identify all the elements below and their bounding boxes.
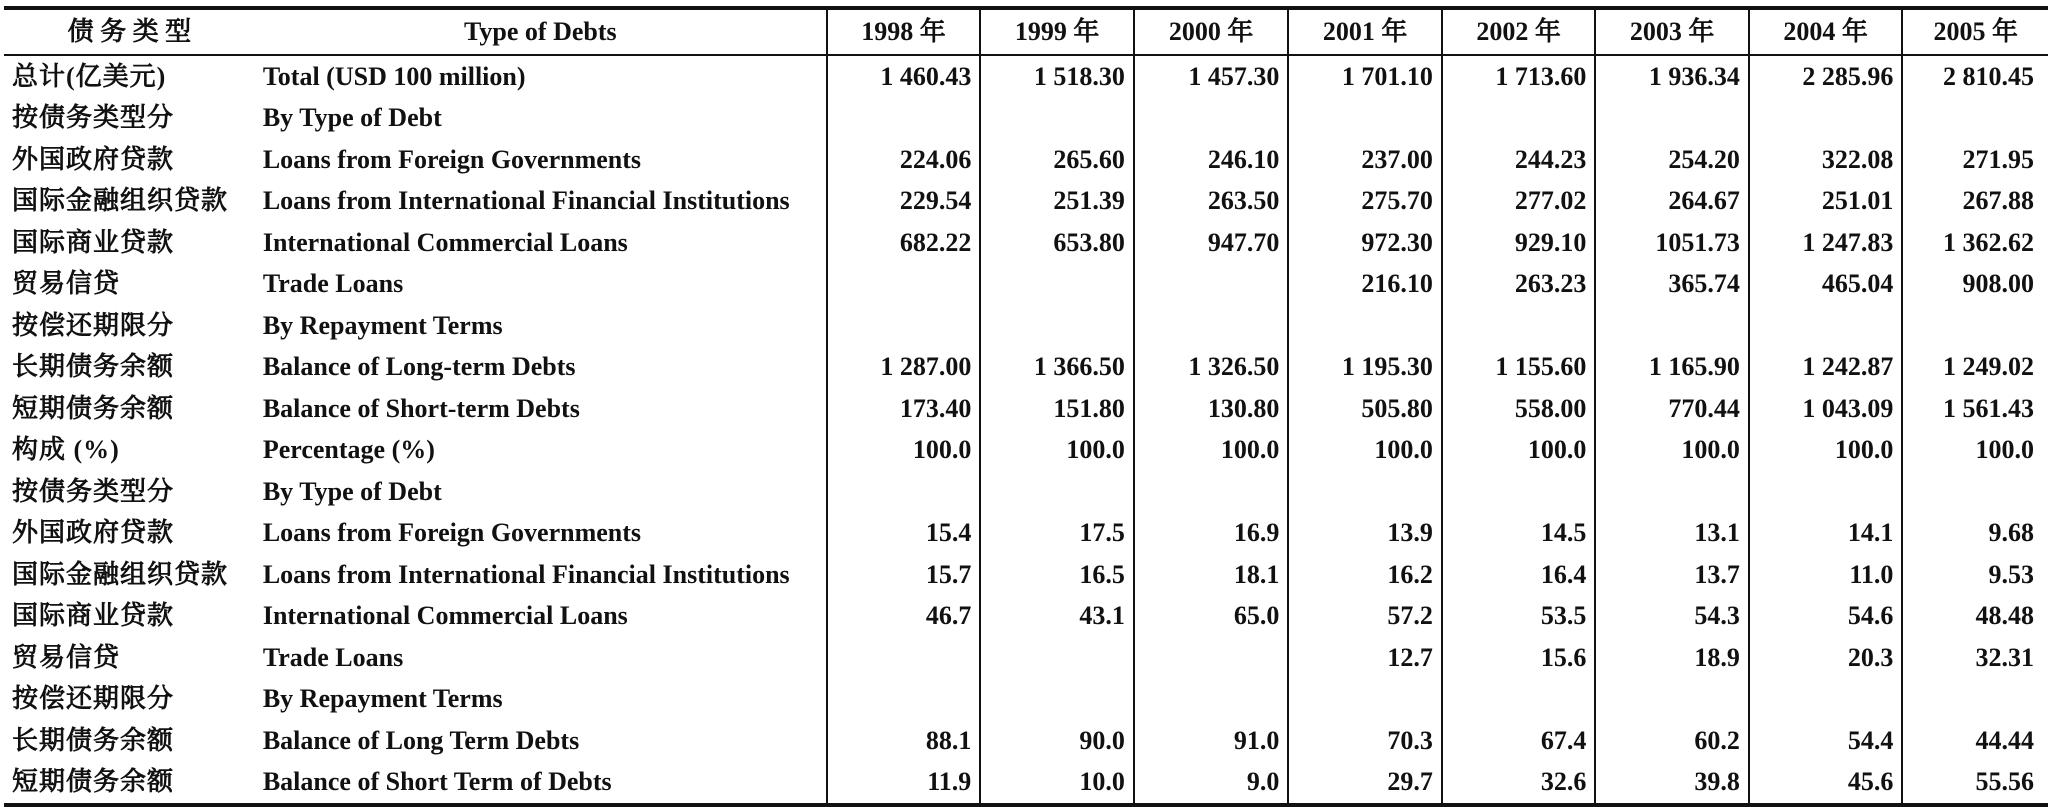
value-cell: 1 326.50 <box>1134 347 1289 389</box>
value-cell: 9.68 <box>1902 513 2048 555</box>
value-cell: 1 247.83 <box>1749 222 1903 264</box>
row-label-en: By Repayment Terms <box>262 684 503 714</box>
value-cell: 100.0 <box>827 430 981 472</box>
value-cell: 20.3 <box>1749 637 1903 679</box>
value-cell: 265.60 <box>980 139 1134 181</box>
value-cell: 39.8 <box>1595 762 1749 806</box>
value-cell: 770.44 <box>1595 388 1749 430</box>
value-cell: 1 701.10 <box>1288 55 1442 98</box>
value-cell: 237.00 <box>1288 139 1442 181</box>
value-cell <box>827 264 981 306</box>
value-cell <box>1595 471 1749 513</box>
value-cell: 1 165.90 <box>1595 347 1749 389</box>
value-cell: 246.10 <box>1134 139 1289 181</box>
value-cell: 264.67 <box>1595 181 1749 223</box>
header-year: 2000 年 <box>1134 8 1289 55</box>
value-cell: 254.20 <box>1595 139 1749 181</box>
row-label-cn: 国际商业贷款 <box>12 601 175 631</box>
value-cell <box>980 264 1134 306</box>
value-cell: 55.56 <box>1902 762 2048 806</box>
value-cell: 32.31 <box>1902 637 2048 679</box>
value-cell <box>1749 98 1903 140</box>
value-cell <box>1749 471 1903 513</box>
value-cell: 558.00 <box>1442 388 1596 430</box>
value-cell <box>1134 98 1289 140</box>
value-cell: 1 713.60 <box>1442 55 1596 98</box>
value-cell: 57.2 <box>1288 596 1442 638</box>
value-cell: 505.80 <box>1288 388 1442 430</box>
row-label-en: Percentage (%) <box>262 435 435 465</box>
value-cell: 100.0 <box>1288 430 1442 472</box>
value-cell: 1 195.30 <box>1288 347 1442 389</box>
row-label-en: Balance of Long-term Debts <box>262 352 576 382</box>
header-row <box>4 8 2048 55</box>
table-row <box>4 554 2048 596</box>
value-cell: 947.70 <box>1134 222 1289 264</box>
value-cell: 1 155.60 <box>1442 347 1596 389</box>
value-cell <box>1902 98 2048 140</box>
value-cell: 100.0 <box>980 430 1134 472</box>
value-cell: 48.48 <box>1902 596 2048 638</box>
value-cell <box>1134 679 1289 721</box>
table-row <box>4 181 2048 223</box>
header-year: 2004 年 <box>1749 8 1903 55</box>
value-cell: 9.0 <box>1134 762 1289 806</box>
value-cell: 18.1 <box>1134 554 1289 596</box>
value-cell: 1 362.62 <box>1902 222 2048 264</box>
table-row <box>4 305 2048 347</box>
value-cell <box>1902 471 2048 513</box>
value-cell: 90.0 <box>980 720 1134 762</box>
value-cell: 1 561.43 <box>1902 388 2048 430</box>
header-year: 2005 年 <box>1902 8 2048 55</box>
value-cell: 1 366.50 <box>980 347 1134 389</box>
value-cell: 16.5 <box>980 554 1134 596</box>
value-cell: 216.10 <box>1288 264 1442 306</box>
value-cell: 271.95 <box>1902 139 2048 181</box>
value-cell <box>980 679 1134 721</box>
header-year: 1998 年 <box>827 8 981 55</box>
row-label-cn: 按债务类型分 <box>12 103 175 133</box>
row-label-en: By Repayment Terms <box>262 310 503 340</box>
value-cell: 15.6 <box>1442 637 1596 679</box>
table-row <box>4 430 2048 472</box>
value-cell <box>827 305 981 347</box>
value-cell: 54.3 <box>1595 596 1749 638</box>
row-label-en: Total (USD 100 million) <box>262 61 526 91</box>
header-year: 2002 年 <box>1442 8 1596 55</box>
value-cell: 91.0 <box>1134 720 1289 762</box>
header-year: 2003 年 <box>1595 8 1749 55</box>
value-cell: 17.5 <box>980 513 1134 555</box>
value-cell: 60.2 <box>1595 720 1749 762</box>
table-body <box>4 55 2048 805</box>
value-cell: 929.10 <box>1442 222 1596 264</box>
value-cell: 65.0 <box>1134 596 1289 638</box>
value-cell: 1 249.02 <box>1902 347 2048 389</box>
value-cell <box>980 98 1134 140</box>
value-cell: 682.22 <box>827 222 981 264</box>
table-row <box>4 513 2048 555</box>
table-row <box>4 679 2048 721</box>
value-cell: 275.70 <box>1288 181 1442 223</box>
value-cell: 972.30 <box>1288 222 1442 264</box>
value-cell: 277.02 <box>1442 181 1596 223</box>
value-cell: 67.4 <box>1442 720 1596 762</box>
value-cell: 13.9 <box>1288 513 1442 555</box>
value-cell: 45.6 <box>1749 762 1903 806</box>
value-cell <box>1288 98 1442 140</box>
value-cell: 88.1 <box>827 720 981 762</box>
table-row <box>4 347 2048 389</box>
row-label-cn: 短期债务余额 <box>12 393 175 423</box>
row-label-en: Loans from International Financial Institutions <box>262 186 790 216</box>
row-label-en: Balance of Short-term Debts <box>262 393 580 423</box>
header-year: 1999 年 <box>980 8 1134 55</box>
value-cell: 16.4 <box>1442 554 1596 596</box>
value-cell <box>827 679 981 721</box>
debt-table <box>4 6 2048 807</box>
value-cell: 1 242.87 <box>1749 347 1903 389</box>
row-label-cn: 短期债务余额 <box>12 767 175 797</box>
value-cell <box>980 637 1134 679</box>
value-cell: 13.7 <box>1595 554 1749 596</box>
value-cell: 100.0 <box>1902 430 2048 472</box>
value-cell <box>1902 679 2048 721</box>
value-cell <box>1134 305 1289 347</box>
value-cell: 44.44 <box>1902 720 2048 762</box>
row-label-cn: 外国政府贷款 <box>12 144 175 174</box>
value-cell: 1051.73 <box>1595 222 1749 264</box>
value-cell <box>1595 305 1749 347</box>
value-cell <box>1749 305 1903 347</box>
value-cell: 100.0 <box>1595 430 1749 472</box>
table-row <box>4 264 2048 306</box>
value-cell: 1 287.00 <box>827 347 981 389</box>
table-row <box>4 139 2048 181</box>
row-label-cn: 按偿还期限分 <box>12 684 175 714</box>
value-cell <box>1595 679 1749 721</box>
value-cell: 54.4 <box>1749 720 1903 762</box>
row-label-cn: 长期债务余额 <box>12 725 175 755</box>
value-cell: 54.6 <box>1749 596 1903 638</box>
row-label-cn: 国际商业贷款 <box>12 227 175 257</box>
value-cell <box>1442 98 1596 140</box>
value-cell <box>1442 471 1596 513</box>
row-label-en: Balance of Short Term of Debts <box>262 767 612 797</box>
value-cell: 100.0 <box>1749 430 1903 472</box>
row-label-en: Trade Loans <box>262 642 404 672</box>
value-cell: 100.0 <box>1442 430 1596 472</box>
value-cell: 908.00 <box>1902 264 2048 306</box>
value-cell: 322.08 <box>1749 139 1903 181</box>
value-cell: 14.5 <box>1442 513 1596 555</box>
value-cell: 14.1 <box>1749 513 1903 555</box>
value-cell: 16.2 <box>1288 554 1442 596</box>
row-label-en: Loans from International Financial Institutions <box>262 559 790 589</box>
row-label-cn: 按偿还期限分 <box>12 310 175 340</box>
row-label-cn: 构成 (%) <box>12 435 120 465</box>
value-cell <box>1134 637 1289 679</box>
value-cell: 151.80 <box>980 388 1134 430</box>
value-cell: 18.9 <box>1595 637 1749 679</box>
table-row <box>4 98 2048 140</box>
value-cell: 12.7 <box>1288 637 1442 679</box>
value-cell: 224.06 <box>827 139 981 181</box>
value-cell: 1 936.34 <box>1595 55 1749 98</box>
value-cell: 267.88 <box>1902 181 2048 223</box>
table-row <box>4 596 2048 638</box>
value-cell: 46.7 <box>827 596 981 638</box>
row-label-en: By Type of Debt <box>262 476 442 506</box>
value-cell: 16.9 <box>1134 513 1289 555</box>
value-cell: 263.50 <box>1134 181 1289 223</box>
value-cell <box>1442 305 1596 347</box>
value-cell <box>980 305 1134 347</box>
value-cell: 15.7 <box>827 554 981 596</box>
value-cell: 11.9 <box>827 762 981 806</box>
value-cell: 2 810.45 <box>1902 55 2048 98</box>
value-cell <box>1134 471 1289 513</box>
table-row <box>4 55 2048 98</box>
value-cell: 1 460.43 <box>827 55 981 98</box>
row-label-en: International Commercial Loans <box>262 601 628 631</box>
value-cell: 173.40 <box>827 388 981 430</box>
value-cell <box>827 471 981 513</box>
row-label-en: Balance of Long Term Debts <box>262 725 580 755</box>
row-label-en: International Commercial Loans <box>262 227 628 257</box>
value-cell: 244.23 <box>1442 139 1596 181</box>
value-cell: 9.53 <box>1902 554 2048 596</box>
table-row <box>4 762 2048 806</box>
value-cell <box>1749 679 1903 721</box>
value-cell <box>1134 264 1289 306</box>
table-row <box>4 720 2048 762</box>
header-debt-type-en: Type of Debts <box>255 8 827 55</box>
value-cell: 1 518.30 <box>980 55 1134 98</box>
row-label-en: Trade Loans <box>262 269 404 299</box>
row-label-en: Loans from Foreign Governments <box>262 518 642 548</box>
row-label-en: By Type of Debt <box>262 103 442 133</box>
header-debt-type-cn: 债 务 类 型 <box>4 8 255 55</box>
value-cell: 365.74 <box>1595 264 1749 306</box>
value-cell: 1 457.30 <box>1134 55 1289 98</box>
value-cell <box>827 98 981 140</box>
value-cell: 10.0 <box>980 762 1134 806</box>
value-cell: 13.1 <box>1595 513 1749 555</box>
table-row <box>4 388 2048 430</box>
value-cell: 43.1 <box>980 596 1134 638</box>
value-cell <box>1595 98 1749 140</box>
value-cell: 100.0 <box>1134 430 1289 472</box>
row-label-cn: 外国政府贷款 <box>12 518 175 548</box>
row-label-cn: 总计(亿美元) <box>12 61 167 91</box>
row-label-en: Loans from Foreign Governments <box>262 144 642 174</box>
table-row <box>4 637 2048 679</box>
row-label-cn: 按债务类型分 <box>12 476 175 506</box>
row-label-cn: 长期债务余额 <box>12 352 175 382</box>
row-label-cn: 贸易信贷 <box>12 269 121 299</box>
value-cell: 251.39 <box>980 181 1134 223</box>
value-cell: 32.6 <box>1442 762 1596 806</box>
row-label-cn: 国际金融组织贷款 <box>12 186 229 216</box>
value-cell: 53.5 <box>1442 596 1596 638</box>
value-cell <box>1442 679 1596 721</box>
value-cell: 2 285.96 <box>1749 55 1903 98</box>
value-cell <box>1288 471 1442 513</box>
value-cell: 263.23 <box>1442 264 1596 306</box>
value-cell: 130.80 <box>1134 388 1289 430</box>
row-label-cn: 贸易信贷 <box>12 642 121 672</box>
table-row <box>4 471 2048 513</box>
value-cell: 15.4 <box>827 513 981 555</box>
header-year: 2001 年 <box>1288 8 1442 55</box>
value-cell: 251.01 <box>1749 181 1903 223</box>
row-label-cn: 国际金融组织贷款 <box>12 559 229 589</box>
value-cell: 465.04 <box>1749 264 1903 306</box>
value-cell <box>827 637 981 679</box>
value-cell: 653.80 <box>980 222 1134 264</box>
value-cell: 229.54 <box>827 181 981 223</box>
value-cell: 1 043.09 <box>1749 388 1903 430</box>
value-cell <box>980 471 1134 513</box>
value-cell <box>1288 679 1442 721</box>
value-cell: 29.7 <box>1288 762 1442 806</box>
value-cell <box>1288 305 1442 347</box>
value-cell: 70.3 <box>1288 720 1442 762</box>
value-cell: 11.0 <box>1749 554 1903 596</box>
value-cell <box>1902 305 2048 347</box>
table-row <box>4 222 2048 264</box>
